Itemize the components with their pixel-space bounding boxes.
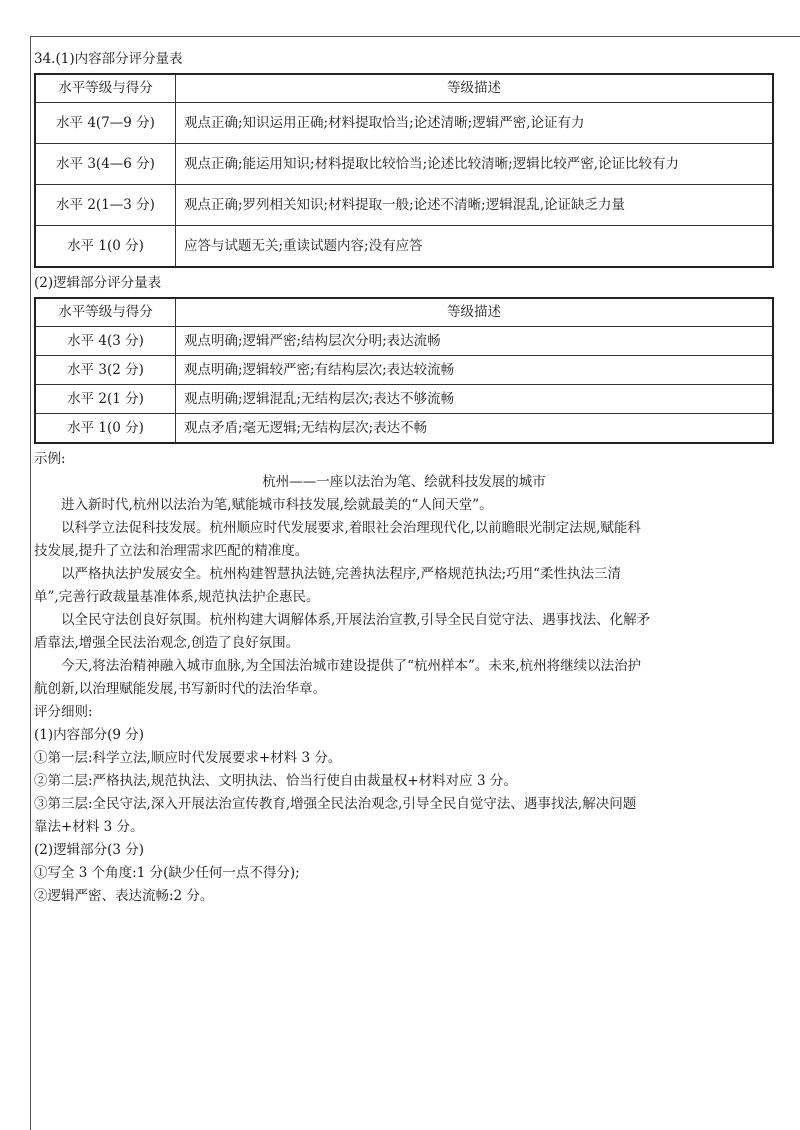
description-cell: 观点矛盾;毫无逻辑;无结构层次;表达不畅 [176,414,774,444]
question-header: 34.(1)内容部分评分量表 [34,51,183,67]
content-scoring-table [34,73,774,268]
scoring-line: ①第一层:科学立法,顺应时代发展要求+材料 3 分。 [34,750,342,766]
level-cell: 水平 2(1 分) [35,385,176,414]
essay-line: 以科学立法促科技发展。杭州顺应时代发展要求,着眼社会治理现代化,以前瞻眼光制定法规,赋能科 [61,520,641,536]
column-header-description: 等级描述 [176,74,774,103]
description-cell: 观点正确;能运用知识;材料提取比较恰当;论述比较清晰;逻辑比较严密,论证比较有力 [176,144,774,185]
table-row [35,414,773,444]
description-cell: 观点明确;逻辑较严密;有结构层次;表达较流畅 [176,356,774,385]
level-cell: 水平 3(4—6 分) [35,144,176,185]
table-row [35,103,773,144]
level-cell: 水平 4(7—9 分) [35,103,176,144]
essay-line: 单”,完善行政裁量基准体系,规范执法护企惠民。 [34,589,320,605]
logic-scoring-table [34,297,774,444]
scoring-label: 评分细则: [34,704,93,720]
essay-line: 盾靠法,增强全民法治观念,创造了良好氛围。 [34,635,300,651]
description-cell: 应答与试题无关;重读试题内容;没有应答 [176,226,774,268]
table-row [35,185,773,226]
scoring-line: ①写全 3 个角度:1 分(缺少任何一点不得分); [34,865,300,881]
essay-line: 航创新,以治理赋能发展,书写新时代的法治华章。 [34,681,327,697]
column-header-description: 等级描述 [176,298,774,327]
scoring-line: ②第二层:严格执法,规范执法、文明执法、恰当行使自由裁量权+材料对应 3 分。 [34,773,517,789]
level-cell: 水平 2(1—3 分) [35,185,176,226]
essay-line: 以全民守法创良好氛围。杭州构建大调解体系,开展法治宣教,引导全民自觉守法、遇事找法、化解矛 [61,612,651,628]
description-cell: 观点明确;逻辑严密;结构层次分明;表达流畅 [176,327,774,356]
table-row [35,356,773,385]
description-cell: 观点正确;知识运用正确;材料提取恰当;论述清晰;逻辑严密,论证有力 [176,103,774,144]
page-border-left [30,36,31,1130]
description-cell: 观点明确;逻辑混乱;无结构层次;表达不够流畅 [176,385,774,414]
example-label: 示例: [34,451,66,467]
scoring-line: ②逻辑严密、表达流畅:2 分。 [34,888,214,904]
essay-line: 进入新时代,杭州以法治为笔,赋能城市科技发展,绘就最美的“人间天堂”。 [61,497,493,513]
answer-content [34,48,774,908]
essay-line: 今天,将法治精神融入城市血脉,为全国法治城市建设提供了“杭州样本”。未来,杭州将继续以法治护 [61,658,642,674]
essay-line: 以严格执法护发展安全。杭州构建智慧执法链,完善执法程序,严格规范执法;巧用“柔性执法三清 [61,566,622,582]
table-row [35,144,773,185]
level-cell: 水平 1(0 分) [35,226,176,268]
table-header-row [35,74,773,103]
essay-line: 技发展,提升了立法和治理需求匹配的精准度。 [34,543,309,559]
level-cell: 水平 1(0 分) [35,414,176,444]
column-header-level: 水平等级与得分 [35,74,176,103]
description-cell: 观点正确;罗列相关知识;材料提取一般;论述不清晰;逻辑混乱,论证缺乏力量 [176,185,774,226]
table-row [35,385,773,414]
essay-title: 杭州——一座以法治为笔、绘就科技发展的城市 [262,474,546,490]
column-header-level: 水平等级与得分 [35,298,176,327]
scoring-line: (2)逻辑部分(3 分) [34,842,145,858]
logic-table-header: (2)逻辑部分评分量表 [34,275,162,291]
page-border-top [30,36,800,37]
scoring-line: (1)内容部分(9 分) [34,727,145,743]
level-cell: 水平 3(2 分) [35,356,176,385]
table-header-row [35,298,773,327]
table-row [35,226,773,268]
table-row [35,327,773,356]
level-cell: 水平 4(3 分) [35,327,176,356]
scoring-line: ③第三层:全民守法,深入开展法治宣传教育,增强全民法治观念,引导全民自觉守法、遇事找法,解决问题 [34,796,637,812]
scoring-line: 靠法+材料 3 分。 [34,819,144,835]
